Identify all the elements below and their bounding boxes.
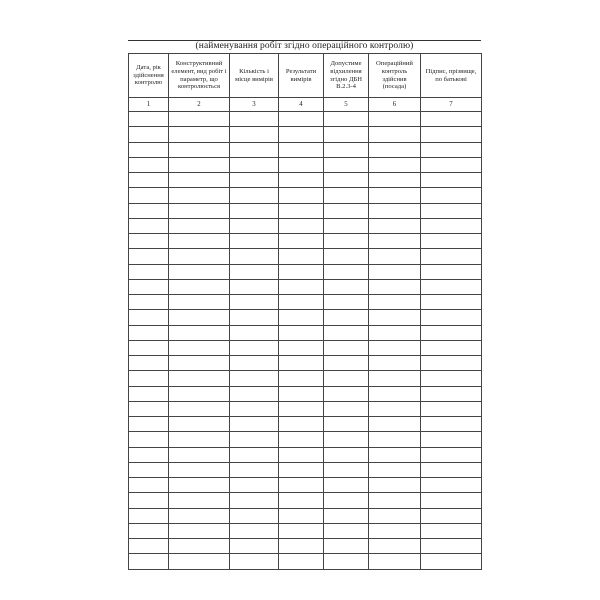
table-row [129, 325, 482, 340]
table-cell[interactable] [421, 127, 482, 142]
table-cell[interactable] [279, 493, 324, 508]
table-cell[interactable] [369, 386, 421, 401]
table-cell[interactable] [421, 218, 482, 233]
table-cell[interactable] [129, 432, 169, 447]
table-cell[interactable] [279, 523, 324, 538]
table-row [129, 310, 482, 325]
table-cell[interactable] [279, 432, 324, 447]
table-cell[interactable] [279, 310, 324, 325]
table-cell[interactable] [324, 310, 369, 325]
table-cell[interactable] [230, 401, 279, 416]
table-cell[interactable] [324, 279, 369, 294]
table-cell[interactable] [369, 447, 421, 462]
table-cell[interactable] [421, 356, 482, 371]
table-cell[interactable] [324, 112, 369, 127]
table-cell[interactable] [279, 325, 324, 340]
table-cell[interactable] [129, 249, 169, 264]
table-row [129, 112, 482, 127]
table-cell[interactable] [169, 234, 230, 249]
table-cell[interactable] [169, 188, 230, 203]
table-cell[interactable] [129, 417, 169, 432]
table-cell[interactable] [230, 142, 279, 157]
table-cell[interactable] [324, 401, 369, 416]
table-cell[interactable] [421, 340, 482, 355]
table-cell[interactable] [421, 310, 482, 325]
column-number-row [129, 98, 482, 112]
table-cell[interactable] [324, 386, 369, 401]
table-cell[interactable] [279, 249, 324, 264]
column-number: 7 [421, 98, 482, 112]
table-cell[interactable] [279, 478, 324, 493]
table-cell[interactable] [230, 508, 279, 523]
table-cell[interactable] [369, 218, 421, 233]
table-cell[interactable] [169, 325, 230, 340]
table-cell[interactable] [129, 127, 169, 142]
table-cell[interactable] [369, 264, 421, 279]
table-cell[interactable] [129, 508, 169, 523]
table-cell[interactable] [369, 173, 421, 188]
table-row [129, 554, 482, 569]
table-cell[interactable] [129, 356, 169, 371]
table-cell[interactable] [129, 340, 169, 355]
table-cell[interactable] [369, 279, 421, 294]
table-cell[interactable] [169, 523, 230, 538]
table-cell[interactable] [129, 539, 169, 554]
table-cell[interactable] [369, 371, 421, 386]
table-cell[interactable] [230, 295, 279, 310]
column-number: 6 [369, 98, 421, 112]
table-cell[interactable] [230, 356, 279, 371]
table-cell[interactable] [279, 234, 324, 249]
table-cell[interactable] [169, 157, 230, 172]
table-cell[interactable] [169, 371, 230, 386]
table-cell[interactable] [421, 539, 482, 554]
table-cell[interactable] [129, 523, 169, 538]
table-cell[interactable] [369, 127, 421, 142]
table-cell[interactable] [129, 203, 169, 218]
table-cell[interactable] [324, 127, 369, 142]
table-cell[interactable] [369, 188, 421, 203]
table-row [129, 127, 482, 142]
table-cell[interactable] [324, 432, 369, 447]
table-cell[interactable] [129, 173, 169, 188]
table-cell[interactable] [129, 310, 169, 325]
table-cell[interactable] [421, 447, 482, 462]
table-cell[interactable] [230, 310, 279, 325]
table-cell[interactable] [129, 462, 169, 477]
table-cell[interactable] [230, 386, 279, 401]
control-table [128, 53, 482, 570]
table-row [129, 173, 482, 188]
table-row [129, 249, 482, 264]
table-cell[interactable] [129, 371, 169, 386]
column-number: 1 [129, 98, 169, 112]
table-cell[interactable] [279, 462, 324, 477]
table-row [129, 340, 482, 355]
table-cell[interactable] [279, 447, 324, 462]
table-cell[interactable] [421, 386, 482, 401]
table-cell[interactable] [279, 173, 324, 188]
table-cell[interactable] [230, 264, 279, 279]
table-cell[interactable] [369, 523, 421, 538]
table-cell[interactable] [279, 340, 324, 355]
table-cell[interactable] [129, 554, 169, 569]
table-cell[interactable] [421, 462, 482, 477]
table-cell[interactable] [421, 234, 482, 249]
form-title: (найменування робіт згідно операційного контролю) [195, 41, 414, 51]
table-cell[interactable] [129, 325, 169, 340]
table-cell[interactable] [279, 264, 324, 279]
table-cell[interactable] [129, 157, 169, 172]
table-row [129, 493, 482, 508]
table-cell[interactable] [421, 478, 482, 493]
table-cell[interactable] [279, 356, 324, 371]
table-cell[interactable] [279, 279, 324, 294]
table-cell[interactable] [169, 508, 230, 523]
table-row [129, 508, 482, 523]
table-cell[interactable] [230, 188, 279, 203]
table-row [129, 371, 482, 386]
table-cell[interactable] [369, 478, 421, 493]
table-cell[interactable] [421, 401, 482, 416]
table-cell[interactable] [169, 203, 230, 218]
table-cell[interactable] [230, 539, 279, 554]
table-row [129, 356, 482, 371]
table-cell[interactable] [169, 447, 230, 462]
table-cell[interactable] [129, 234, 169, 249]
table-cell[interactable] [230, 523, 279, 538]
table-cell[interactable] [369, 234, 421, 249]
table-cell[interactable] [324, 462, 369, 477]
table-cell[interactable] [169, 462, 230, 477]
table-row [129, 264, 482, 279]
table-cell[interactable] [169, 173, 230, 188]
table-cell[interactable] [169, 356, 230, 371]
table-cell[interactable] [169, 127, 230, 142]
column-header-tolerance: Допустиме відхилення згідно ДБН В.2.3-4 [324, 54, 369, 98]
column-header-measurements: Кількість і місце вимірів [230, 54, 279, 98]
column-header-results: Результати вимірів [279, 54, 324, 98]
table-cell[interactable] [421, 264, 482, 279]
table-body [129, 112, 482, 570]
table-row [129, 279, 482, 294]
table-cell[interactable] [279, 417, 324, 432]
table-cell[interactable] [169, 218, 230, 233]
table-cell[interactable] [230, 218, 279, 233]
table-cell[interactable] [230, 417, 279, 432]
table-cell[interactable] [230, 203, 279, 218]
table-cell[interactable] [369, 142, 421, 157]
table-cell[interactable] [169, 493, 230, 508]
table-cell[interactable] [421, 432, 482, 447]
table-cell[interactable] [129, 218, 169, 233]
table-cell[interactable] [324, 523, 369, 538]
table-cell[interactable] [324, 157, 369, 172]
table-cell[interactable] [369, 249, 421, 264]
table-cell[interactable] [421, 554, 482, 569]
table-cell[interactable] [279, 157, 324, 172]
table-cell[interactable] [421, 493, 482, 508]
table-cell[interactable] [369, 203, 421, 218]
table-cell[interactable] [324, 417, 369, 432]
table-cell[interactable] [324, 295, 369, 310]
table-row [129, 188, 482, 203]
table-row [129, 386, 482, 401]
table-row [129, 218, 482, 233]
table-cell[interactable] [129, 112, 169, 127]
table-row [129, 401, 482, 416]
table-cell[interactable] [230, 432, 279, 447]
column-number: 2 [169, 98, 230, 112]
table-cell[interactable] [230, 325, 279, 340]
table-cell[interactable] [369, 112, 421, 127]
table-row [129, 462, 482, 477]
table-cell[interactable] [421, 523, 482, 538]
table-cell[interactable] [169, 279, 230, 294]
column-header-element: Конструктивний елемент, вид робіт і параметр, що контролюється [169, 54, 230, 98]
table-cell[interactable] [421, 371, 482, 386]
table-cell[interactable] [279, 554, 324, 569]
table-cell[interactable] [324, 142, 369, 157]
table-cell[interactable] [279, 295, 324, 310]
table-cell[interactable] [279, 386, 324, 401]
table-cell[interactable] [421, 508, 482, 523]
table-cell[interactable] [230, 249, 279, 264]
table-cell[interactable] [230, 371, 279, 386]
table-cell[interactable] [369, 340, 421, 355]
table-cell[interactable] [324, 493, 369, 508]
table-cell[interactable] [230, 127, 279, 142]
table-cell[interactable] [230, 554, 279, 569]
table-cell[interactable] [421, 249, 482, 264]
table-row [129, 234, 482, 249]
table-cell[interactable] [279, 401, 324, 416]
column-number: 3 [230, 98, 279, 112]
table-row [129, 539, 482, 554]
table-cell[interactable] [169, 539, 230, 554]
table-cell[interactable] [324, 554, 369, 569]
table-row [129, 417, 482, 432]
table-cell[interactable] [169, 401, 230, 416]
table-row [129, 432, 482, 447]
table-cell[interactable] [324, 508, 369, 523]
table-cell[interactable] [369, 493, 421, 508]
table-cell[interactable] [369, 356, 421, 371]
table-cell[interactable] [324, 264, 369, 279]
table-cell[interactable] [369, 310, 421, 325]
table-cell[interactable] [279, 112, 324, 127]
column-number: 4 [279, 98, 324, 112]
table-cell[interactable] [324, 173, 369, 188]
table-cell[interactable] [421, 142, 482, 157]
table-cell[interactable] [279, 142, 324, 157]
table-cell[interactable] [169, 142, 230, 157]
table-cell[interactable] [129, 142, 169, 157]
table-cell[interactable] [169, 310, 230, 325]
table-cell[interactable] [369, 508, 421, 523]
table-row [129, 447, 482, 462]
column-header-date: Дата, рік здійснення контролю [129, 54, 169, 98]
table-cell[interactable] [230, 478, 279, 493]
table-row [129, 157, 482, 172]
table-cell[interactable] [129, 478, 169, 493]
table-cell[interactable] [324, 203, 369, 218]
table-row [129, 142, 482, 157]
table-cell[interactable] [129, 401, 169, 416]
table-cell[interactable] [324, 539, 369, 554]
table-cell[interactable] [129, 264, 169, 279]
table-cell[interactable] [129, 279, 169, 294]
table-row [129, 478, 482, 493]
table-cell[interactable] [129, 295, 169, 310]
column-header-inspector: Операційний контроль здійснив (посада) [369, 54, 421, 98]
table-cell[interactable] [230, 493, 279, 508]
table-row [129, 523, 482, 538]
table-cell[interactable] [324, 234, 369, 249]
table-cell[interactable] [169, 386, 230, 401]
table-cell[interactable] [369, 157, 421, 172]
table-cell[interactable] [421, 279, 482, 294]
table-cell[interactable] [230, 340, 279, 355]
table-cell[interactable] [279, 127, 324, 142]
table-cell[interactable] [129, 493, 169, 508]
table-cell[interactable] [279, 188, 324, 203]
table-cell[interactable] [230, 234, 279, 249]
column-number: 5 [324, 98, 369, 112]
table-cell[interactable] [169, 295, 230, 310]
table-cell[interactable] [369, 401, 421, 416]
table-cell[interactable] [324, 249, 369, 264]
table-row [129, 203, 482, 218]
table-cell[interactable] [324, 356, 369, 371]
table-cell[interactable] [324, 478, 369, 493]
table-cell[interactable] [279, 539, 324, 554]
table-cell[interactable] [279, 218, 324, 233]
table-cell[interactable] [279, 203, 324, 218]
table-cell[interactable] [421, 203, 482, 218]
header-row [129, 54, 482, 98]
table-cell[interactable] [169, 417, 230, 432]
table-cell[interactable] [369, 325, 421, 340]
table-cell[interactable] [324, 340, 369, 355]
table-cell[interactable] [230, 462, 279, 477]
table-cell[interactable] [421, 157, 482, 172]
table-cell[interactable] [421, 112, 482, 127]
table-cell[interactable] [369, 539, 421, 554]
table-cell[interactable] [324, 325, 369, 340]
table-cell[interactable] [129, 447, 169, 462]
table-cell[interactable] [230, 279, 279, 294]
table-row [129, 295, 482, 310]
table-cell[interactable] [421, 417, 482, 432]
table-cell[interactable] [169, 432, 230, 447]
table-cell[interactable] [369, 462, 421, 477]
column-header-signature: Підпис, прізвище, по батькові [421, 54, 482, 98]
table-cell[interactable] [169, 340, 230, 355]
table-cell[interactable] [369, 554, 421, 569]
table-cell[interactable] [230, 173, 279, 188]
table-cell[interactable] [369, 295, 421, 310]
table-cell[interactable] [421, 325, 482, 340]
table-cell[interactable] [279, 371, 324, 386]
table-cell[interactable] [324, 371, 369, 386]
table-cell[interactable] [279, 508, 324, 523]
table-cell[interactable] [169, 478, 230, 493]
table-cell[interactable] [169, 249, 230, 264]
table-cell[interactable] [129, 188, 169, 203]
table-cell[interactable] [169, 264, 230, 279]
table-cell[interactable] [230, 112, 279, 127]
table-cell[interactable] [169, 554, 230, 569]
table-cell[interactable] [129, 386, 169, 401]
table-cell[interactable] [369, 432, 421, 447]
table-cell[interactable] [324, 218, 369, 233]
table-cell[interactable] [324, 447, 369, 462]
table-cell[interactable] [230, 447, 279, 462]
table-cell[interactable] [421, 188, 482, 203]
table-cell[interactable] [421, 295, 482, 310]
table-cell[interactable] [369, 417, 421, 432]
table-cell[interactable] [230, 157, 279, 172]
table-cell[interactable] [324, 188, 369, 203]
table-cell[interactable] [421, 173, 482, 188]
table-cell[interactable] [169, 112, 230, 127]
